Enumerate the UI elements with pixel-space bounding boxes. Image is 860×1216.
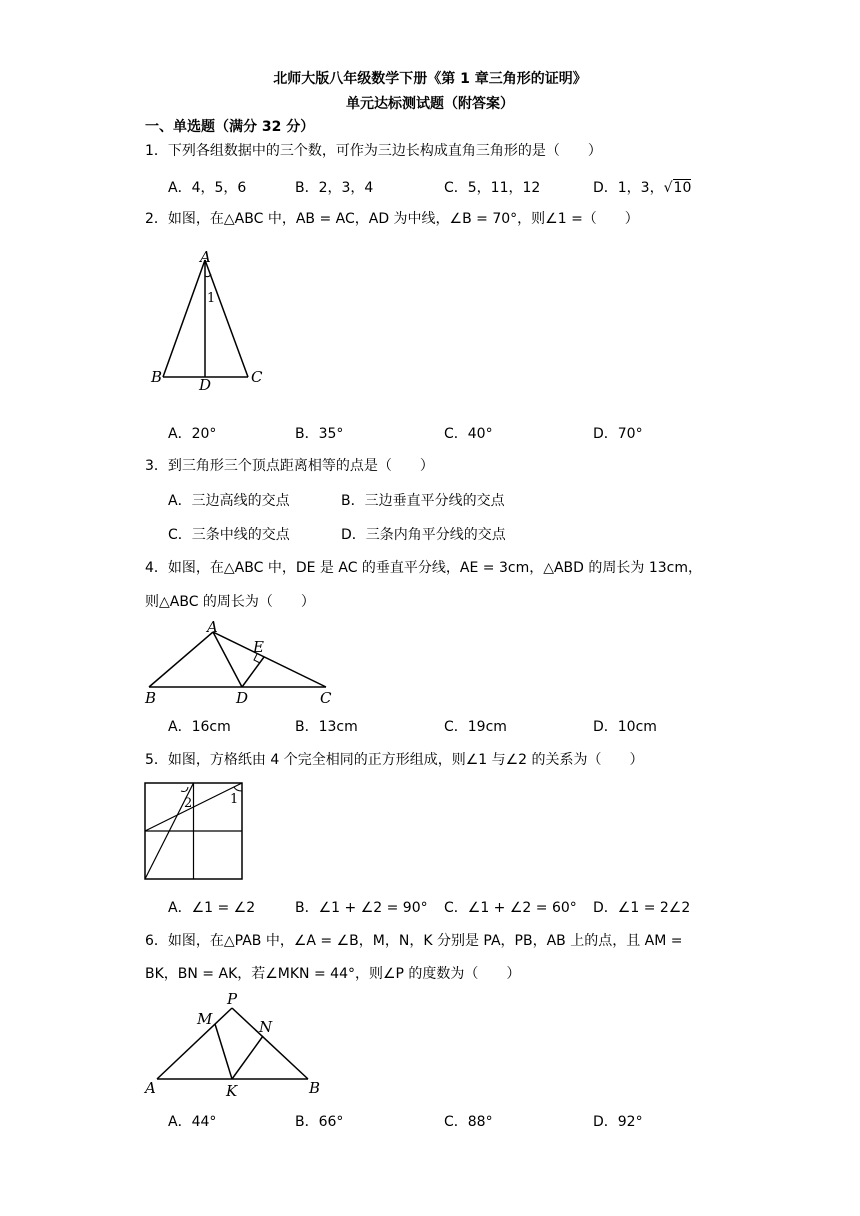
q2-option-d[interactable]: D．70° <box>593 426 643 442</box>
question-5-text: 5．如图，方格纸由 4 个完全相同的正方形组成，则∠1 与∠2 的关系为（ ） <box>145 752 644 768</box>
q4-option-c[interactable]: C．19cm <box>444 719 507 735</box>
sqrt-icon: √ <box>663 180 673 196</box>
q4-side-ab <box>149 632 213 687</box>
q6-figure <box>145 990 330 1098</box>
q3-option-c[interactable]: C．三条中线的交点 <box>168 527 290 543</box>
q3-option-a[interactable]: A．三边高线的交点 <box>168 493 290 509</box>
q4-option-a[interactable]: A．16cm <box>168 719 231 735</box>
q2-label-b: B <box>151 368 163 386</box>
q1-option-a[interactable]: A．4，5，6 <box>168 180 247 196</box>
q5-label-1: 1 <box>230 792 239 807</box>
q6-label-a: A <box>145 1079 156 1097</box>
q2-option-b[interactable]: B．35° <box>295 426 344 442</box>
q2-label-d: D <box>199 376 212 394</box>
q1-option-d-root: 10 <box>673 180 692 196</box>
q2-side-ab <box>163 260 205 377</box>
q3-option-b[interactable]: B．三边垂直平分线的交点 <box>341 493 505 509</box>
q5-label-2: 2 <box>184 796 193 811</box>
q6-option-a[interactable]: A．44° <box>168 1114 217 1130</box>
question-1-text: 1．下列各组数据中的三个数，可作为三边长构成直角三角形的是（ ） <box>145 143 602 159</box>
question-4-text-line2: 则△ABC 的周长为（ ） <box>145 594 315 610</box>
q4-label-e: E <box>253 638 264 656</box>
q2-label-c: C <box>251 368 263 386</box>
q6-option-b[interactable]: B．66° <box>295 1114 344 1130</box>
q2-option-a[interactable]: A．20° <box>168 426 217 442</box>
q5-option-a[interactable]: A．∠1 = ∠2 <box>168 900 256 916</box>
q1-option-d[interactable] <box>593 177 691 197</box>
q5-option-b[interactable]: B．∠1 + ∠2 = 90° <box>295 900 428 916</box>
q2-figure <box>145 248 275 394</box>
question-6-text-line2: BK，BN = AK，若∠MKN = 44°，则∠P 的度数为（ ） <box>145 966 521 982</box>
section-title: 一、单选题（满分 32 分） <box>145 119 315 135</box>
page-title: 北师大版八年级数学下册《第 1 章三角形的证明》 <box>273 71 587 87</box>
question-2-text: 2．如图，在△ABC 中，AB = AC，AD 为中线，∠B = 70°，则∠1 =（ ） <box>145 211 639 227</box>
q3-option-d[interactable]: D．三条内角平分线的交点 <box>341 527 506 543</box>
q5-option-c[interactable]: C．∠1 + ∠2 = 60° <box>444 900 577 916</box>
question-3-text: 3．到三角形三个顶点距离相等的点是（ ） <box>145 458 434 474</box>
q2-option-c[interactable]: C．40° <box>444 426 493 442</box>
question-4-text-line1: 4．如图，在△ABC 中，DE 是 AC 的垂直平分线，AE = 3cm，△ABD 的周长为 13cm， <box>145 560 702 576</box>
q4-option-b[interactable]: B．13cm <box>295 719 358 735</box>
q5-angle1-arc <box>234 787 242 791</box>
q5-option-d[interactable]: D．∠1 = 2∠2 <box>593 900 691 916</box>
q6-label-m: M <box>197 1010 213 1028</box>
q4-label-d: D <box>236 689 249 707</box>
q4-label-c: C <box>320 689 332 707</box>
q6-label-n: N <box>259 1018 273 1036</box>
q2-label-a: A <box>200 248 211 266</box>
q6-label-k: K <box>226 1082 238 1100</box>
q4-option-d[interactable]: D．10cm <box>593 719 657 735</box>
page-subtitle: 单元达标测试题（附答案） <box>346 96 514 112</box>
q4-label-a: A <box>207 618 218 636</box>
q4-segment-ad <box>213 632 242 687</box>
q5-figure <box>145 783 245 881</box>
q2-label-1: 1 <box>207 291 216 306</box>
q6-option-c[interactable]: C．88° <box>444 1114 493 1130</box>
q4-figure <box>145 620 340 708</box>
q6-label-p: P <box>227 990 238 1008</box>
q1-option-c[interactable]: C．5，11，12 <box>444 180 541 196</box>
q4-label-b: B <box>145 689 157 707</box>
q6-option-d[interactable]: D．92° <box>593 1114 643 1130</box>
q1-option-d-label: D．1，3， <box>593 180 664 196</box>
q1-option-b[interactable]: B．2，3，4 <box>295 180 374 196</box>
q6-segment-mk <box>215 1024 232 1079</box>
q4-side-ac <box>213 632 326 687</box>
question-6-text-line1: 6．如图，在△PAB 中，∠A = ∠B，M，N，K 分别是 PA，PB，AB 上的点，且 AM = <box>145 933 683 949</box>
q5-angle2-arc <box>181 787 188 792</box>
q6-label-b: B <box>309 1079 321 1097</box>
q2-side-ac <box>205 260 248 377</box>
q6-segment-nk <box>232 1036 263 1079</box>
q4-segment-de <box>242 657 264 687</box>
